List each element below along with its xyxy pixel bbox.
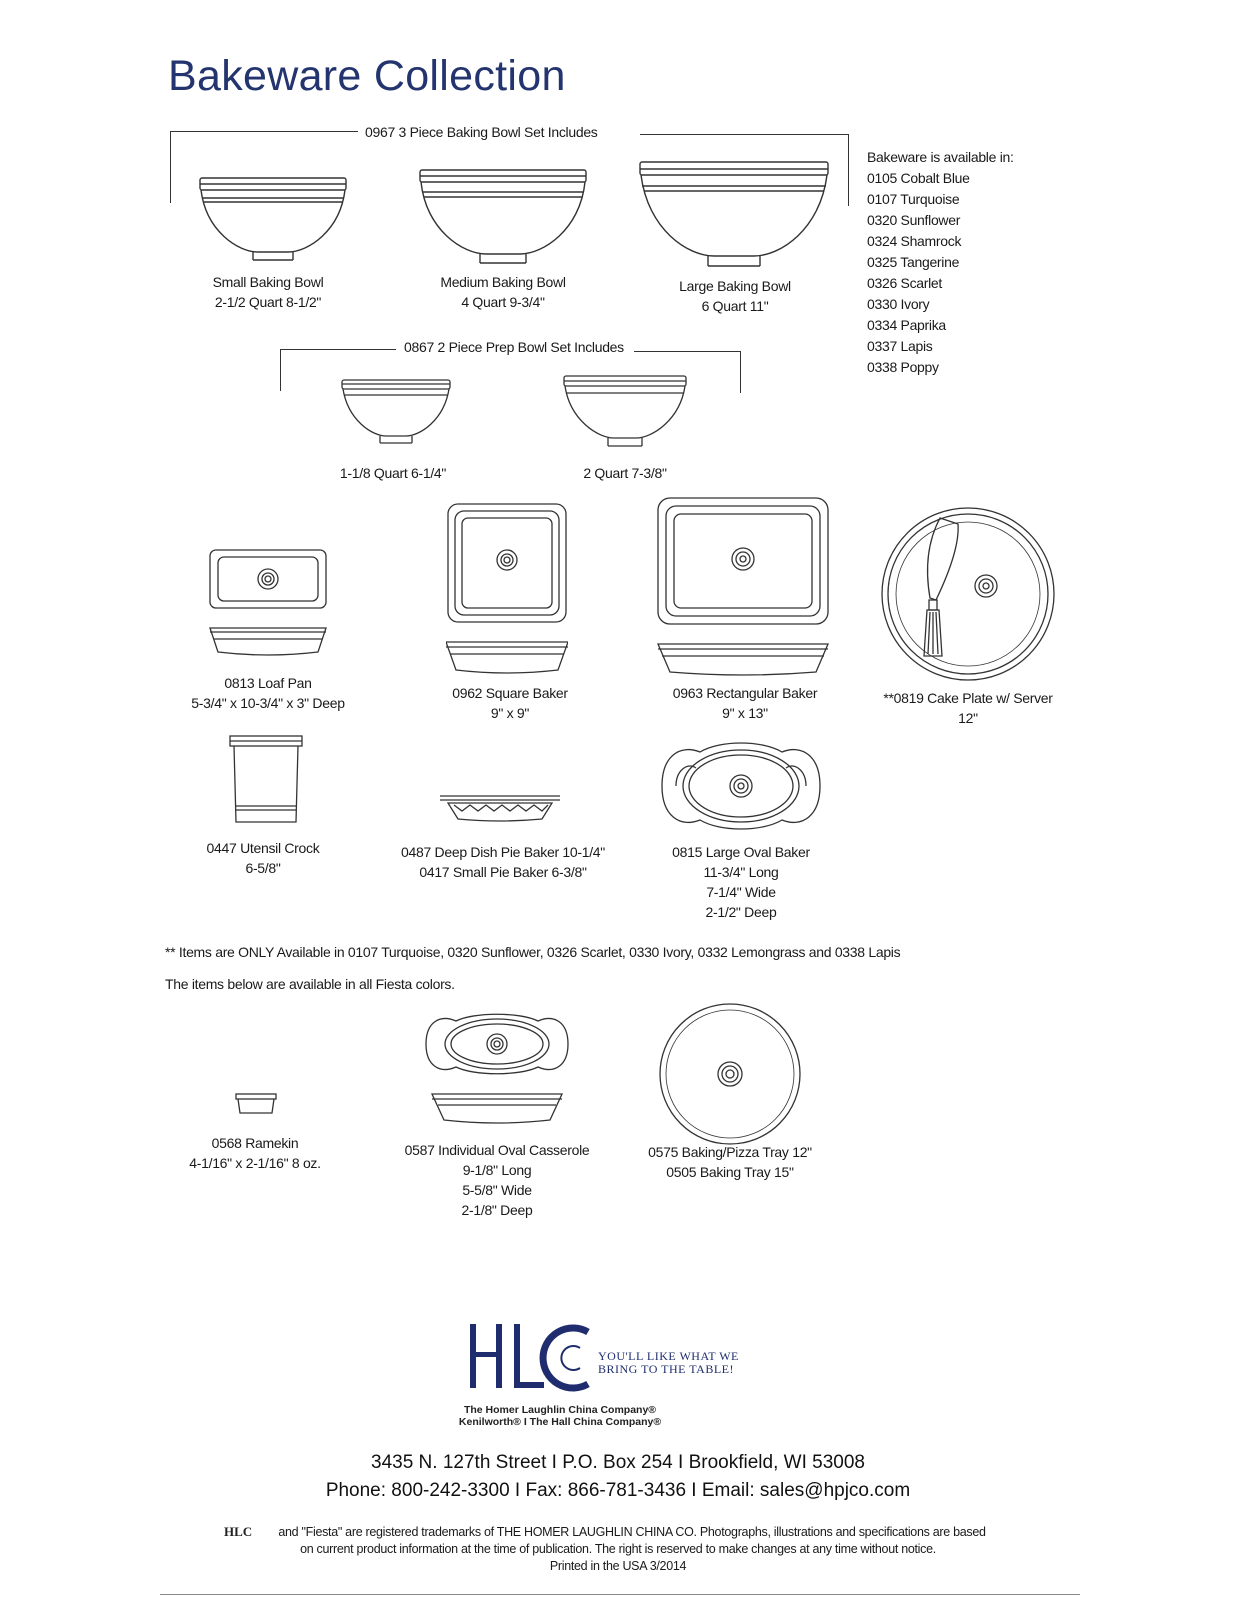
cake-plate-name: **0819 Cake Plate w/ Server [883,690,1053,706]
loaf-pan-illustration [208,548,328,664]
medium-baking-bowl-illustration [418,168,588,268]
bracket-line-left [170,131,358,132]
rectangular-baker-name: 0963 Rectangular Baker [672,685,818,701]
hlc-logo [470,1318,770,1400]
legal-text-2 [200,1541,1036,1575]
loaf-pan-name: 0813 Loaf Pan [224,675,312,691]
prep-bracket-line-right [634,351,740,352]
color-item: 0334 Paprika [867,317,946,333]
color-item: 0337 Lapis [867,338,933,354]
rectangular-baker-size: 9" x 13" [722,705,768,721]
color-item: 0338 Poppy [867,359,939,375]
square-baker-size: 9" x 9" [490,705,530,721]
square-baker-illustration [446,502,568,682]
logo-tagline-1: YOU'LL LIKE WHAT WE [598,1349,739,1363]
color-item: 0320 Sunflower [867,212,961,228]
large-bowl-size: 6 Quart 11" [701,298,769,314]
utensil-crock-caption [188,838,338,878]
square-baker-name: 0962 Square Baker [452,685,568,701]
ramekin-name: 0568 Ramekin [211,1135,299,1151]
company-line-1: The Homer Laughlin China Company® [463,1404,657,1416]
legal-mark [224,1524,264,1540]
small-baking-bowl-illustration [198,176,348,264]
prep-bracket-right-drop [740,351,741,393]
oval-baker-width: 7-1/4" Wide [706,884,776,900]
large-bowl-name: Large Baking Bowl [679,278,791,294]
pie-baker-illustration [438,793,562,823]
pizza-tray-illustration [658,1002,802,1146]
utensil-crock-name: 0447 Utensil Crock [206,840,320,856]
casserole-length: 9-1/8" Long [462,1162,532,1178]
hlc-logo-mark [470,1318,600,1400]
legal-text [262,1524,1002,1541]
legal-line-1: and "Fiesta" are registered trademarks of THE HOMER LAUGHLIN CHINA CO. Photographs, illustrations and specifications are based [278,1525,986,1539]
bracket-line-left-drop [170,131,171,203]
prep-bowl-small-caption: 1-1/8 Quart 6-1/4" [339,465,447,481]
note-only-available: ** Items are ONLY Available in 0107 Turquoise, 0320 Sunflower, 0326 Scarlet, 0330 Ivory, 0332 Lemongrass and 0338 Lapis [165,944,901,960]
cake-plate-caption [868,688,1068,728]
medium-baking-bowl-caption [418,272,588,312]
small-baking-bowl-caption [188,272,348,312]
bracket-line-right [640,134,848,135]
ramekin-caption [170,1133,340,1173]
casserole-name: 0587 Individual Oval Casserole [404,1142,590,1158]
small-bowl-name: Small Baking Bowl [212,274,324,290]
rectangular-baker-illustration [656,496,830,682]
large-oval-baker-caption [660,842,822,922]
cake-plate-size: 12" [958,710,978,726]
baking-tray-name: 0505 Baking Tray 15" [666,1164,794,1180]
casserole-depth: 2-1/8" Deep [461,1202,533,1218]
legal-line-3: Printed in the USA 3/2014 [549,1559,687,1573]
large-baking-bowl-illustration [638,160,830,272]
bottom-rule [160,1594,1080,1595]
ramekin-size: 4-1/16" x 2-1/16" 8 oz. [189,1155,321,1171]
address-line: 3435 N. 127th Street I P.O. Box 254 I Brookfield, WI 53008 [371,1452,865,1473]
prep-bracket-line-left [280,349,396,350]
color-item: 0105 Cobalt Blue [867,170,970,186]
page-title: Bakeware Collection [168,52,566,100]
medium-bowl-name: Medium Baking Bowl [440,274,566,290]
large-baking-bowl-caption [650,276,820,316]
color-item: 0107 Turquoise [867,191,960,207]
loaf-pan-caption [168,673,368,713]
pie-baker-name-deep: 0487 Deep Dish Pie Baker 10-1/4" [401,844,605,860]
oval-casserole-caption [400,1140,594,1220]
oval-baker-depth: 2-1/2" Deep [705,904,777,920]
pizza-tray-caption [640,1142,820,1182]
company-names [400,1404,720,1428]
pie-baker-name-small: 0417 Small Pie Baker 6-3/8" [419,864,587,880]
utensil-crock-illustration [228,734,304,828]
rectangular-baker-caption [660,683,830,723]
medium-bowl-size: 4 Quart 9-3/4" [461,294,545,310]
loaf-pan-size: 5-3/4" x 10-3/4" x 3" Deep [191,695,345,711]
logo-tagline [598,1350,739,1376]
color-item: 0324 Shamrock [867,233,962,249]
prep-bowl-small-illustration [340,378,452,448]
pizza-tray-name: 0575 Baking/Pizza Tray 12" [648,1144,812,1160]
legal-line-2: on current product information at the time of publication. The right is reserved to make changes at any time without notice. [300,1542,936,1556]
ramekin-illustration [234,1092,278,1116]
oval-casserole-illustration [424,1012,570,1132]
large-oval-baker-illustration [660,738,822,834]
square-baker-caption [430,683,590,723]
bracket-line-right-drop [848,134,849,206]
color-item: 0326 Scarlet [867,275,943,291]
contact-line: Phone: 800-242-3300 I Fax: 866-781-3436 I Email: sales@hpjco.com [325,1480,911,1501]
oval-baker-name: 0815 Large Oval Baker [672,844,810,860]
legal-logo-mark: HLC [224,1524,253,1539]
small-bowl-size: 2-1/2 Quart 8-1/2" [214,294,322,310]
prep-bracket-left-drop [280,349,281,391]
availability-list [867,147,1067,378]
company-line-2: Kenilworth® I The Hall China Company® [458,1416,662,1428]
prep-bowl-large-caption: 2 Quart 7-3/8" [583,465,667,481]
prep-bowl-large-illustration [562,374,688,450]
set-3piece-label: 0967 3 Piece Baking Bowl Set Includes [365,124,598,140]
cake-plate-illustration [878,504,1058,684]
color-item: 0330 Ivory [867,296,930,312]
pie-baker-caption [388,842,618,882]
set-2piece-label: 0867 2 Piece Prep Bowl Set Includes [404,339,624,355]
casserole-width: 5-5/8" Wide [462,1182,532,1198]
availability-heading: Bakeware is available in: [867,149,1014,165]
color-item: 0325 Tangerine [867,254,960,270]
logo-tagline-2: BRING TO THE TABLE! [598,1362,734,1376]
oval-baker-length: 11-3/4" Long [703,864,779,880]
utensil-crock-size: 6-5/8" [245,860,281,876]
note-all-colors: The items below are available in all Fiesta colors. [165,976,455,992]
